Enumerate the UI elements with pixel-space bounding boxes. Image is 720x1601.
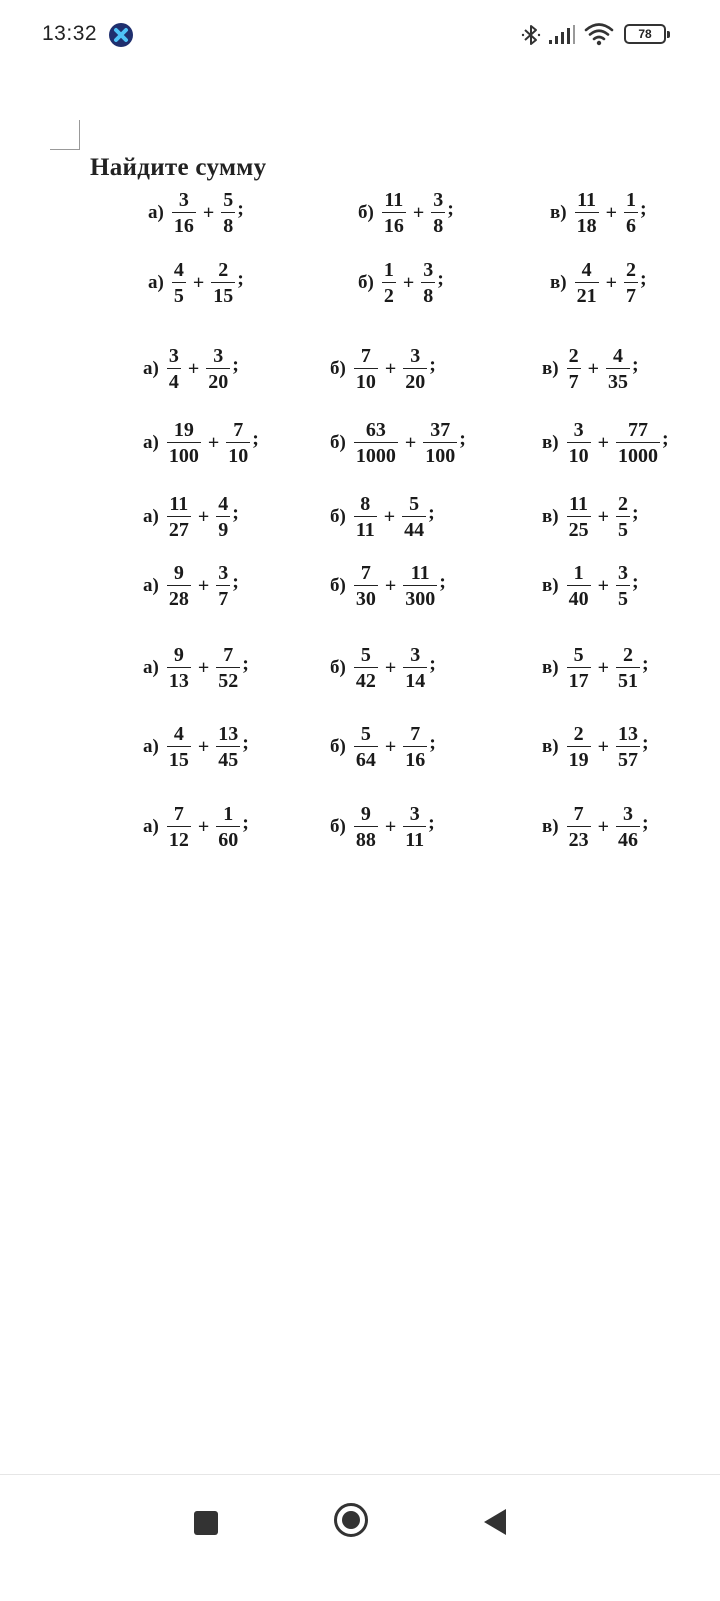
numerator: 11 — [384, 189, 404, 211]
numerator: 11 — [410, 562, 430, 584]
numerator: 9 — [360, 803, 371, 825]
plus-sign: + — [384, 574, 397, 597]
fraction-first — [167, 346, 181, 392]
semicolon: ; — [242, 731, 249, 754]
numerator: 5 — [223, 189, 234, 211]
plus-sign: + — [384, 357, 397, 380]
semicolon: ; — [642, 652, 649, 675]
bluetooth-icon — [520, 23, 542, 47]
numerator: 3 — [410, 345, 421, 367]
fraction-first — [567, 724, 591, 770]
denominator: 8 — [421, 282, 435, 306]
numerator: 2 — [626, 259, 636, 281]
denominator: 10 — [226, 442, 250, 466]
fraction-second — [616, 724, 640, 770]
fraction-first — [567, 563, 591, 609]
exercise-label: в) — [542, 575, 559, 596]
plus-sign: + — [384, 735, 397, 758]
exercise-row — [0, 487, 720, 547]
numerator: 9 — [173, 644, 184, 666]
fraction-first — [382, 190, 406, 236]
numerator: 7 — [410, 723, 421, 745]
plus-sign: + — [597, 815, 609, 838]
fraction-first — [567, 420, 591, 466]
denominator: 23 — [567, 826, 591, 850]
exercise-label: в) — [542, 432, 559, 453]
fraction-first — [167, 724, 191, 770]
fraction-second — [402, 494, 426, 540]
back-icon[interactable] — [484, 1509, 506, 1535]
denominator: 27 — [167, 516, 191, 540]
fraction-second — [606, 346, 630, 392]
exercise-label: а) — [143, 358, 159, 379]
numerator: 4 — [173, 259, 184, 281]
exercise-item — [143, 487, 239, 547]
denominator: 5 — [616, 585, 630, 609]
plus-sign: + — [197, 735, 210, 758]
exercise-label: в) — [550, 272, 567, 293]
plus-sign: + — [597, 656, 609, 679]
fraction-second — [216, 563, 230, 609]
fraction-second — [211, 260, 235, 306]
exercise-item — [148, 253, 244, 313]
fraction-first — [354, 724, 378, 770]
numerator: 7 — [173, 803, 184, 825]
fraction-first — [172, 260, 186, 306]
fraction-first — [382, 260, 396, 306]
exercise-row — [0, 556, 720, 616]
fraction-first — [167, 563, 191, 609]
exercise-item — [550, 183, 647, 243]
numerator: 7 — [233, 419, 244, 441]
denominator: 88 — [354, 826, 378, 850]
numerator: 2 — [568, 345, 579, 367]
numerator: 7 — [360, 345, 371, 367]
exercise-item — [330, 556, 446, 616]
plus-sign: + — [384, 656, 397, 679]
denominator: 1000 — [354, 442, 398, 466]
semicolon: ; — [642, 811, 649, 834]
exercise-item — [143, 413, 259, 473]
fraction-second — [624, 190, 638, 236]
exercise-row — [0, 413, 720, 473]
semicolon: ; — [428, 811, 435, 834]
wifi-icon — [584, 22, 614, 46]
fraction-second — [616, 645, 640, 691]
exercise-item — [542, 717, 649, 777]
exercise-item — [330, 638, 436, 698]
denominator: 64 — [354, 746, 378, 770]
denominator: 60 — [216, 826, 240, 850]
fraction-first — [567, 494, 591, 540]
plus-sign: + — [202, 201, 215, 224]
denominator: 21 — [575, 282, 599, 306]
fraction-first — [567, 804, 591, 850]
fraction-second — [616, 804, 640, 850]
exercise-item — [148, 183, 244, 243]
plus-sign: + — [197, 505, 210, 528]
app-notification-icon — [108, 22, 134, 48]
plus-sign: + — [597, 735, 609, 758]
exercise-item — [542, 638, 649, 698]
fraction-second — [216, 804, 240, 850]
denominator: 10 — [567, 442, 591, 466]
exercise-label: в) — [550, 202, 567, 223]
exercise-item — [143, 638, 249, 698]
denominator: 2 — [382, 282, 396, 306]
denominator: 15 — [167, 746, 191, 770]
semicolon: ; — [437, 267, 444, 290]
plus-sign: + — [587, 357, 599, 380]
clock: 13:32 — [42, 22, 98, 45]
numerator: 1 — [573, 562, 584, 584]
exercise-item — [143, 556, 239, 616]
home-icon[interactable] — [334, 1503, 368, 1537]
exercise-label: б) — [330, 575, 346, 596]
exercise-item — [330, 797, 435, 857]
numerator: 9 — [173, 562, 184, 584]
plus-sign: + — [384, 815, 397, 838]
plus-sign: + — [597, 574, 609, 597]
plus-sign: + — [197, 574, 210, 597]
exercise-row — [0, 253, 720, 313]
plus-sign: + — [402, 271, 415, 294]
fraction-first — [354, 804, 378, 850]
exercise-label: в) — [542, 506, 559, 527]
numerator: 3 — [410, 644, 421, 666]
exercise-item — [330, 487, 435, 547]
denominator: 1000 — [616, 442, 660, 466]
denominator: 17 — [567, 667, 591, 691]
fraction-first — [575, 190, 599, 236]
fraction-first — [354, 563, 378, 609]
fraction-first — [567, 346, 581, 392]
denominator: 18 — [575, 212, 599, 236]
denominator: 16 — [172, 212, 196, 236]
exercise-label: а) — [143, 506, 159, 527]
plus-sign: + — [404, 431, 417, 454]
numerator: 3 — [433, 189, 444, 211]
numerator: 3 — [623, 803, 633, 825]
numerator: 2 — [623, 644, 633, 666]
fraction-first — [567, 645, 591, 691]
exercise-item — [542, 487, 639, 547]
page-title: Найдите сумму — [90, 154, 267, 181]
exercise-item — [542, 556, 639, 616]
numerator: 7 — [360, 562, 371, 584]
status-bar — [0, 0, 720, 70]
fraction-first — [354, 494, 377, 540]
denominator: 46 — [616, 826, 640, 850]
denominator: 300 — [403, 585, 437, 609]
plus-sign: + — [412, 201, 425, 224]
exercise-item — [330, 413, 466, 473]
denominator: 16 — [382, 212, 406, 236]
denominator: 13 — [167, 667, 191, 691]
exercise-item — [542, 339, 639, 399]
semicolon: ; — [237, 267, 244, 290]
numerator: 11 — [577, 189, 597, 211]
exercise-label: а) — [143, 816, 159, 837]
page-corner-mark — [50, 120, 80, 150]
fraction-second — [216, 645, 240, 691]
denominator: 100 — [423, 442, 457, 466]
denominator: 40 — [567, 585, 591, 609]
battery-indicator: 78 — [624, 24, 666, 44]
exercise-label: б) — [358, 272, 374, 293]
fraction-first — [167, 804, 191, 850]
denominator: 25 — [567, 516, 591, 540]
numerator: 4 — [613, 345, 623, 367]
fraction-second — [624, 260, 638, 306]
exercise-label: а) — [148, 272, 164, 293]
numerator: 5 — [409, 493, 420, 515]
numerator: 3 — [573, 419, 584, 441]
semicolon: ; — [232, 501, 239, 524]
numerator: 4 — [218, 493, 229, 515]
fraction-first — [167, 494, 191, 540]
exercise-label: б) — [358, 202, 374, 223]
semicolon: ; — [459, 427, 466, 450]
denominator: 6 — [624, 212, 638, 236]
semicolon: ; — [632, 501, 639, 524]
exercise-label: а) — [143, 432, 159, 453]
numerator: 3 — [423, 259, 434, 281]
denominator: 51 — [616, 667, 640, 691]
numerator: 1 — [626, 189, 636, 211]
semicolon: ; — [640, 267, 647, 290]
denominator: 30 — [354, 585, 378, 609]
exercise-label: в) — [542, 736, 559, 757]
denominator: 4 — [167, 368, 181, 392]
denominator: 12 — [167, 826, 191, 850]
exercise-label: б) — [330, 736, 346, 757]
fraction-second — [216, 724, 240, 770]
fraction-second — [616, 420, 660, 466]
denominator: 15 — [211, 282, 235, 306]
numerator: 3 — [618, 562, 628, 584]
numerator: 77 — [628, 419, 648, 441]
numerator: 2 — [218, 259, 229, 281]
numerator: 3 — [213, 345, 224, 367]
numerator: 1 — [383, 259, 394, 281]
exercise-label: б) — [330, 506, 346, 527]
denominator: 9 — [216, 516, 230, 540]
numerator: 3 — [218, 562, 229, 584]
exercise-item — [143, 717, 249, 777]
semicolon: ; — [252, 427, 259, 450]
denominator: 11 — [403, 826, 426, 850]
denominator: 7 — [216, 585, 230, 609]
fraction-second — [216, 494, 230, 540]
plus-sign: + — [197, 656, 210, 679]
signal-icon — [548, 25, 576, 45]
plus-sign: + — [187, 357, 200, 380]
numerator: 37 — [430, 419, 451, 441]
semicolon: ; — [429, 731, 436, 754]
exercise-label: в) — [542, 358, 559, 379]
denominator: 52 — [216, 667, 240, 691]
fraction-first — [354, 645, 378, 691]
denominator: 10 — [354, 368, 378, 392]
fraction-second — [226, 420, 250, 466]
fraction-first — [354, 346, 378, 392]
numerator: 7 — [223, 644, 234, 666]
fraction-second — [206, 346, 230, 392]
denominator: 45 — [216, 746, 240, 770]
numerator: 63 — [365, 419, 386, 441]
denominator: 57 — [616, 746, 640, 770]
numerator: 4 — [581, 259, 592, 281]
denominator: 16 — [403, 746, 427, 770]
fraction-second — [423, 420, 457, 466]
fraction-second — [616, 563, 630, 609]
fraction-first — [167, 420, 201, 466]
denominator: 44 — [402, 516, 426, 540]
fraction-second — [403, 645, 427, 691]
fraction-second — [403, 804, 426, 850]
numerator: 3 — [409, 803, 420, 825]
numerator: 2 — [618, 493, 628, 515]
numerator: 8 — [360, 493, 371, 515]
semicolon: ; — [662, 427, 669, 450]
denominator: 20 — [403, 368, 427, 392]
fraction-first — [354, 420, 398, 466]
plus-sign: + — [197, 815, 210, 838]
denominator: 5 — [172, 282, 186, 306]
semicolon: ; — [232, 353, 239, 376]
exercise-item — [330, 717, 436, 777]
semicolon: ; — [429, 353, 436, 376]
numerator: 11 — [169, 493, 189, 515]
numerator: 3 — [168, 345, 179, 367]
numerator: 3 — [178, 189, 189, 211]
exercise-item — [330, 339, 436, 399]
exercise-row — [0, 797, 720, 857]
denominator: 7 — [567, 368, 581, 392]
denominator: 19 — [567, 746, 591, 770]
plus-sign: + — [605, 271, 617, 294]
exercise-item — [358, 183, 454, 243]
exercise-label: б) — [330, 432, 346, 453]
fraction-second — [403, 724, 427, 770]
denominator: 7 — [624, 282, 638, 306]
numerator: 19 — [173, 419, 194, 441]
semicolon: ; — [439, 570, 446, 593]
plus-sign: + — [192, 271, 205, 294]
exercise-row — [0, 339, 720, 399]
exercise-row — [0, 638, 720, 698]
exercise-row — [0, 183, 720, 243]
fraction-second — [421, 260, 435, 306]
numerator: 13 — [618, 723, 638, 745]
denominator: 28 — [167, 585, 191, 609]
exercise-label: а) — [143, 657, 159, 678]
numerator: 1 — [223, 803, 234, 825]
plus-sign: + — [597, 505, 609, 528]
denominator: 35 — [606, 368, 630, 392]
numerator: 7 — [573, 803, 584, 825]
plus-sign: + — [597, 431, 609, 454]
denominator: 42 — [354, 667, 378, 691]
semicolon: ; — [428, 501, 435, 524]
fraction-first — [172, 190, 196, 236]
exercise-label: б) — [330, 358, 346, 379]
semicolon: ; — [242, 811, 249, 834]
exercise-item — [542, 413, 669, 473]
denominator: 100 — [167, 442, 201, 466]
navigation-bar — [0, 1474, 720, 1601]
exercise-item — [143, 797, 249, 857]
exercise-label: а) — [143, 575, 159, 596]
denominator: 20 — [206, 368, 230, 392]
exercise-label: а) — [148, 202, 164, 223]
numerator: 5 — [360, 723, 371, 745]
fraction-first — [575, 260, 599, 306]
fraction-second — [221, 190, 235, 236]
semicolon: ; — [640, 197, 647, 220]
plus-sign: + — [383, 505, 396, 528]
semicolon: ; — [429, 652, 436, 675]
semicolon: ; — [632, 353, 639, 376]
fraction-second — [403, 563, 437, 609]
fraction-second — [431, 190, 445, 236]
exercise-label: в) — [542, 657, 559, 678]
semicolon: ; — [232, 570, 239, 593]
exercise-label: а) — [143, 736, 159, 757]
denominator: 14 — [403, 667, 427, 691]
denominator: 8 — [431, 212, 445, 236]
recent-apps-icon[interactable] — [194, 1511, 218, 1535]
semicolon: ; — [642, 731, 649, 754]
exercise-item — [550, 253, 647, 313]
semicolon: ; — [447, 197, 454, 220]
numerator: 4 — [173, 723, 184, 745]
plus-sign: + — [207, 431, 220, 454]
exercise-label: б) — [330, 657, 346, 678]
semicolon: ; — [242, 652, 249, 675]
denominator: 5 — [616, 516, 630, 540]
denominator: 11 — [354, 516, 377, 540]
fraction-second — [403, 346, 427, 392]
exercise-label: в) — [542, 816, 559, 837]
plus-sign: + — [605, 201, 617, 224]
denominator: 8 — [221, 212, 235, 236]
numerator: 5 — [360, 644, 371, 666]
exercise-item — [358, 253, 444, 313]
numerator: 2 — [573, 723, 584, 745]
numerator: 11 — [569, 493, 589, 515]
numerator: 5 — [573, 644, 584, 666]
exercise-item — [542, 797, 649, 857]
fraction-first — [167, 645, 191, 691]
fraction-second — [616, 494, 630, 540]
numerator: 13 — [218, 723, 239, 745]
exercise-item — [143, 339, 239, 399]
exercise-label: б) — [330, 816, 346, 837]
exercise-row — [0, 717, 720, 777]
semicolon: ; — [237, 197, 244, 220]
semicolon: ; — [632, 570, 639, 593]
